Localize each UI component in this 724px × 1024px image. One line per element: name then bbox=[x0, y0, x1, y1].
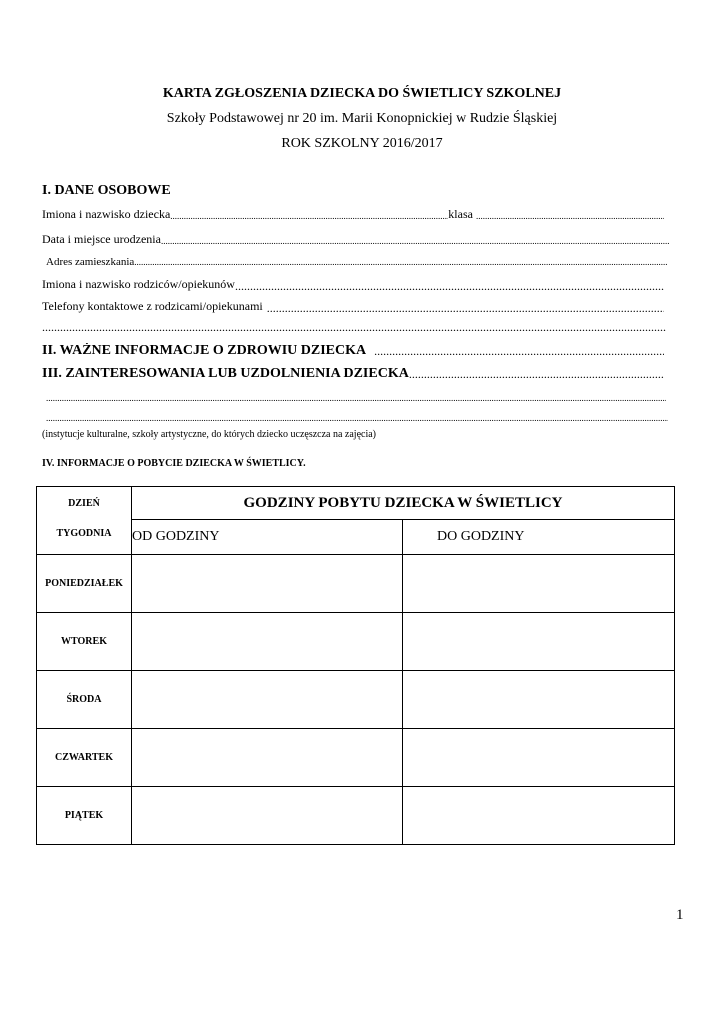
parents-dots bbox=[235, 280, 664, 292]
child-name-dots bbox=[170, 210, 448, 222]
address-label: Adres zamieszkania bbox=[46, 256, 135, 268]
interests-line-2-dots bbox=[46, 412, 668, 424]
to-hour-cell[interactable] bbox=[403, 729, 675, 787]
section-health-heading: II. WAŻNE INFORMACJE O ZDROWIU DZIECKA bbox=[42, 343, 367, 358]
class-dots bbox=[476, 210, 664, 222]
to-hour-cell[interactable] bbox=[403, 613, 675, 671]
parents-field[interactable] bbox=[42, 277, 664, 292]
day-header-line1: DZIEŃ bbox=[68, 498, 100, 509]
to-hour-cell[interactable] bbox=[403, 555, 675, 613]
interests-line-1[interactable] bbox=[46, 392, 666, 404]
address-dots bbox=[134, 256, 668, 268]
extra-dots bbox=[42, 321, 666, 333]
to-hour-cell[interactable] bbox=[403, 671, 675, 729]
section-health[interactable] bbox=[42, 343, 664, 359]
interests-dots bbox=[409, 367, 664, 382]
day-label: ŚRODA bbox=[37, 671, 132, 729]
table-row bbox=[37, 729, 675, 787]
day-header-cell bbox=[37, 487, 132, 555]
to-hour-header: DO GODZINY bbox=[403, 520, 675, 555]
phones-label: Telefony kontaktowe z rodzicami/opiekunami bbox=[42, 299, 263, 313]
section-stay-heading: IV. INFORMACJE O POBYCIE DZIECKA W ŚWIETLICY. bbox=[42, 458, 306, 469]
page-number: 1 bbox=[676, 907, 684, 923]
from-hour-cell[interactable] bbox=[132, 555, 403, 613]
birth-dots bbox=[161, 235, 670, 247]
parents-label: Imiona i nazwisko rodziców/opiekunów bbox=[42, 277, 235, 291]
section-interests[interactable] bbox=[42, 366, 664, 382]
child-name-label: Imiona i nazwisko dziecka bbox=[42, 207, 171, 221]
class-label: klasa bbox=[448, 207, 473, 221]
from-hour-cell[interactable] bbox=[132, 729, 403, 787]
birth-field[interactable] bbox=[42, 232, 670, 247]
table-row bbox=[37, 671, 675, 729]
section-interests-heading: III. ZAINTERESOWANIA LUB UZDOLNIENIA DZIECKA bbox=[42, 366, 409, 381]
from-hour-cell[interactable] bbox=[132, 787, 403, 845]
day-header-line2: TYGODNIA bbox=[56, 528, 112, 539]
interests-line-1-dots bbox=[46, 392, 666, 404]
table-row bbox=[37, 787, 675, 845]
table-row bbox=[37, 555, 675, 613]
child-name-field[interactable] bbox=[42, 207, 668, 222]
interests-note: (instytucje kulturalne, szkoły artystyczne, do których dziecko uczęszcza na zajęcia) bbox=[42, 429, 377, 440]
phones-dots bbox=[267, 302, 664, 314]
hours-header: GODZINY POBYTU DZIECKA W ŚWIETLICY bbox=[132, 487, 675, 520]
day-label: CZWARTEK bbox=[37, 729, 132, 787]
birth-label: Data i miejsce urodzenia bbox=[42, 232, 161, 246]
school-year: ROK SZKOLNY 2016/2017 bbox=[281, 136, 443, 151]
phones-field[interactable] bbox=[42, 299, 664, 314]
extra-line[interactable] bbox=[42, 321, 666, 333]
address-field[interactable] bbox=[46, 256, 668, 268]
health-dots bbox=[374, 344, 664, 359]
day-label: WTOREK bbox=[37, 613, 132, 671]
from-hour-cell[interactable] bbox=[132, 671, 403, 729]
interests-line-2[interactable] bbox=[46, 412, 668, 424]
day-label: PIĄTEK bbox=[37, 787, 132, 845]
from-hour-header: OD GODZINY bbox=[132, 520, 403, 555]
school-name: Szkoły Podstawowej nr 20 im. Marii Konopnickiej w Rudzie Śląskiej bbox=[166, 111, 558, 126]
to-hour-cell[interactable] bbox=[403, 787, 675, 845]
day-label: PONIEDZIAŁEK bbox=[37, 555, 132, 613]
table-row bbox=[37, 613, 675, 671]
section-personal-data-heading: I. DANE OSOBOWE bbox=[42, 183, 171, 198]
form-title: KARTA ZGŁOSZENIA DZIECKA DO ŚWIETLICY SZKOLNEJ bbox=[162, 86, 562, 101]
schedule-table bbox=[36, 486, 675, 845]
from-hour-cell[interactable] bbox=[132, 613, 403, 671]
